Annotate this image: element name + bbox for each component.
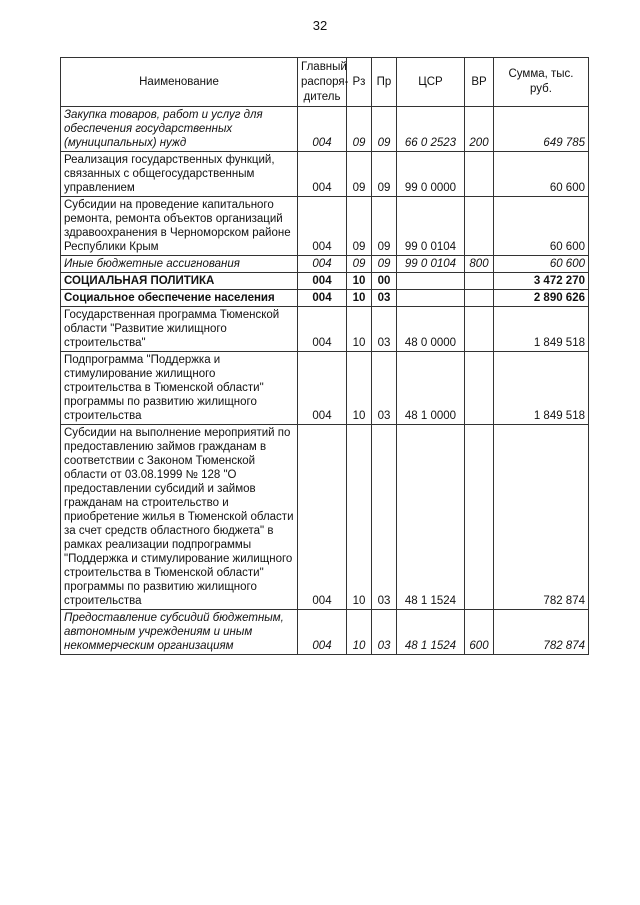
cell-csr: 66 0 2523: [397, 107, 465, 152]
table-header-row: [61, 58, 589, 107]
header-sum: Сумма, тыс. руб.: [494, 58, 589, 107]
cell-sum: 1 849 518: [494, 307, 589, 352]
cell-main-manager: 004: [298, 352, 347, 425]
cell-csr: 99 0 0104: [397, 197, 465, 256]
cell-main-manager: 004: [298, 273, 347, 290]
cell-rz: 10: [347, 610, 372, 655]
cell-csr: 48 1 0000: [397, 352, 465, 425]
cell-name: Государственная программа Тюменской области "Развитие жилищного строительства": [61, 307, 298, 352]
cell-name: СОЦИАЛЬНАЯ ПОЛИТИКА: [61, 273, 298, 290]
cell-csr: [397, 273, 465, 290]
cell-csr: 48 0 0000: [397, 307, 465, 352]
cell-vr: [465, 307, 494, 352]
cell-pr: 03: [372, 610, 397, 655]
cell-rz: 10: [347, 273, 372, 290]
cell-pr: 09: [372, 256, 397, 273]
header-name: Наименование: [61, 58, 298, 107]
header-rz: Рз: [347, 58, 372, 107]
cell-pr: 03: [372, 425, 397, 610]
table-row: [61, 610, 589, 655]
cell-name: Закупка товаров, работ и услуг для обеспечения государственных (муниципальных) нужд: [61, 107, 298, 152]
cell-name: Предоставление субсидий бюджетным, автономным учреждениям и иным некоммерческим организациям: [61, 610, 298, 655]
cell-csr: 99 0 0104: [397, 256, 465, 273]
cell-main-manager: 004: [298, 152, 347, 197]
cell-vr: [465, 152, 494, 197]
cell-pr: 09: [372, 152, 397, 197]
budget-table: [60, 57, 589, 655]
cell-rz: 09: [347, 152, 372, 197]
table-row: [61, 256, 589, 273]
header-vr: ВР: [465, 58, 494, 107]
cell-name: Подпрограмма "Поддержка и стимулирование жилищного строительства в Тюменской области" программы по развитию жилищного строительства: [61, 352, 298, 425]
cell-sum: 782 874: [494, 610, 589, 655]
table-body: [61, 107, 589, 655]
cell-sum: 1 849 518: [494, 352, 589, 425]
cell-rz: 09: [347, 256, 372, 273]
cell-main-manager: 004: [298, 290, 347, 307]
page-number: 32: [312, 18, 328, 33]
cell-main-manager: 004: [298, 256, 347, 273]
cell-name: Реализация государственных функций, связанных с общегосударственным управлением: [61, 152, 298, 197]
cell-pr: 00: [372, 273, 397, 290]
cell-rz: 10: [347, 425, 372, 610]
header-csr: ЦСР: [397, 58, 465, 107]
cell-csr: 48 1 1524: [397, 425, 465, 610]
cell-sum: 782 874: [494, 425, 589, 610]
cell-rz: 10: [347, 352, 372, 425]
table-row: [61, 307, 589, 352]
table-row: [61, 273, 589, 290]
cell-main-manager: 004: [298, 307, 347, 352]
cell-name: Субсидии на проведение капитального ремонта, ремонта объектов организаций здравоохранения в Черноморском районе Республики Крым: [61, 197, 298, 256]
cell-pr: 03: [372, 352, 397, 425]
cell-rz: 10: [347, 290, 372, 307]
cell-vr: 600: [465, 610, 494, 655]
cell-csr: 48 1 1524: [397, 610, 465, 655]
table-row: [61, 107, 589, 152]
table-row: [61, 152, 589, 197]
cell-vr: [465, 273, 494, 290]
cell-rz: 09: [347, 197, 372, 256]
cell-vr: [465, 197, 494, 256]
cell-pr: 09: [372, 197, 397, 256]
cell-pr: 09: [372, 107, 397, 152]
cell-name: Социальное обеспечение населения: [61, 290, 298, 307]
cell-pr: 03: [372, 307, 397, 352]
cell-sum: 60 600: [494, 152, 589, 197]
cell-pr: 03: [372, 290, 397, 307]
cell-rz: 10: [347, 307, 372, 352]
cell-csr: [397, 290, 465, 307]
header-main-manager: Главный распоря-дитель: [298, 58, 347, 107]
header-pr: Пр: [372, 58, 397, 107]
table-row: [61, 425, 589, 610]
cell-vr: 200: [465, 107, 494, 152]
cell-main-manager: 004: [298, 107, 347, 152]
cell-sum: 60 600: [494, 256, 589, 273]
cell-name: Иные бюджетные ассигнования: [61, 256, 298, 273]
cell-vr: [465, 352, 494, 425]
cell-sum: 649 785: [494, 107, 589, 152]
cell-sum: 3 472 270: [494, 273, 589, 290]
cell-csr: 99 0 0000: [397, 152, 465, 197]
cell-main-manager: 004: [298, 610, 347, 655]
cell-name: Субсидии на выполнение мероприятий по предоставлению займов гражданам в соответствии с Законом Тюменской области от 03.08.1999 № 128 "О предоставлении субсидий и займов гражданам на строительство и приобретение жилья в Тюменской области за счет средств областного бюджета" в рамках реализации подпрограммы "Поддержка и стимулирование жилищного строительства в Тюменской области" программы по развитию жилищного строительства: [61, 425, 298, 610]
table-row: [61, 290, 589, 307]
cell-main-manager: 004: [298, 425, 347, 610]
cell-vr: [465, 290, 494, 307]
cell-sum: 60 600: [494, 197, 589, 256]
cell-rz: 09: [347, 107, 372, 152]
cell-vr: 800: [465, 256, 494, 273]
table-row: [61, 352, 589, 425]
cell-main-manager: 004: [298, 197, 347, 256]
table-row: [61, 197, 589, 256]
cell-sum: 2 890 626: [494, 290, 589, 307]
cell-vr: [465, 425, 494, 610]
